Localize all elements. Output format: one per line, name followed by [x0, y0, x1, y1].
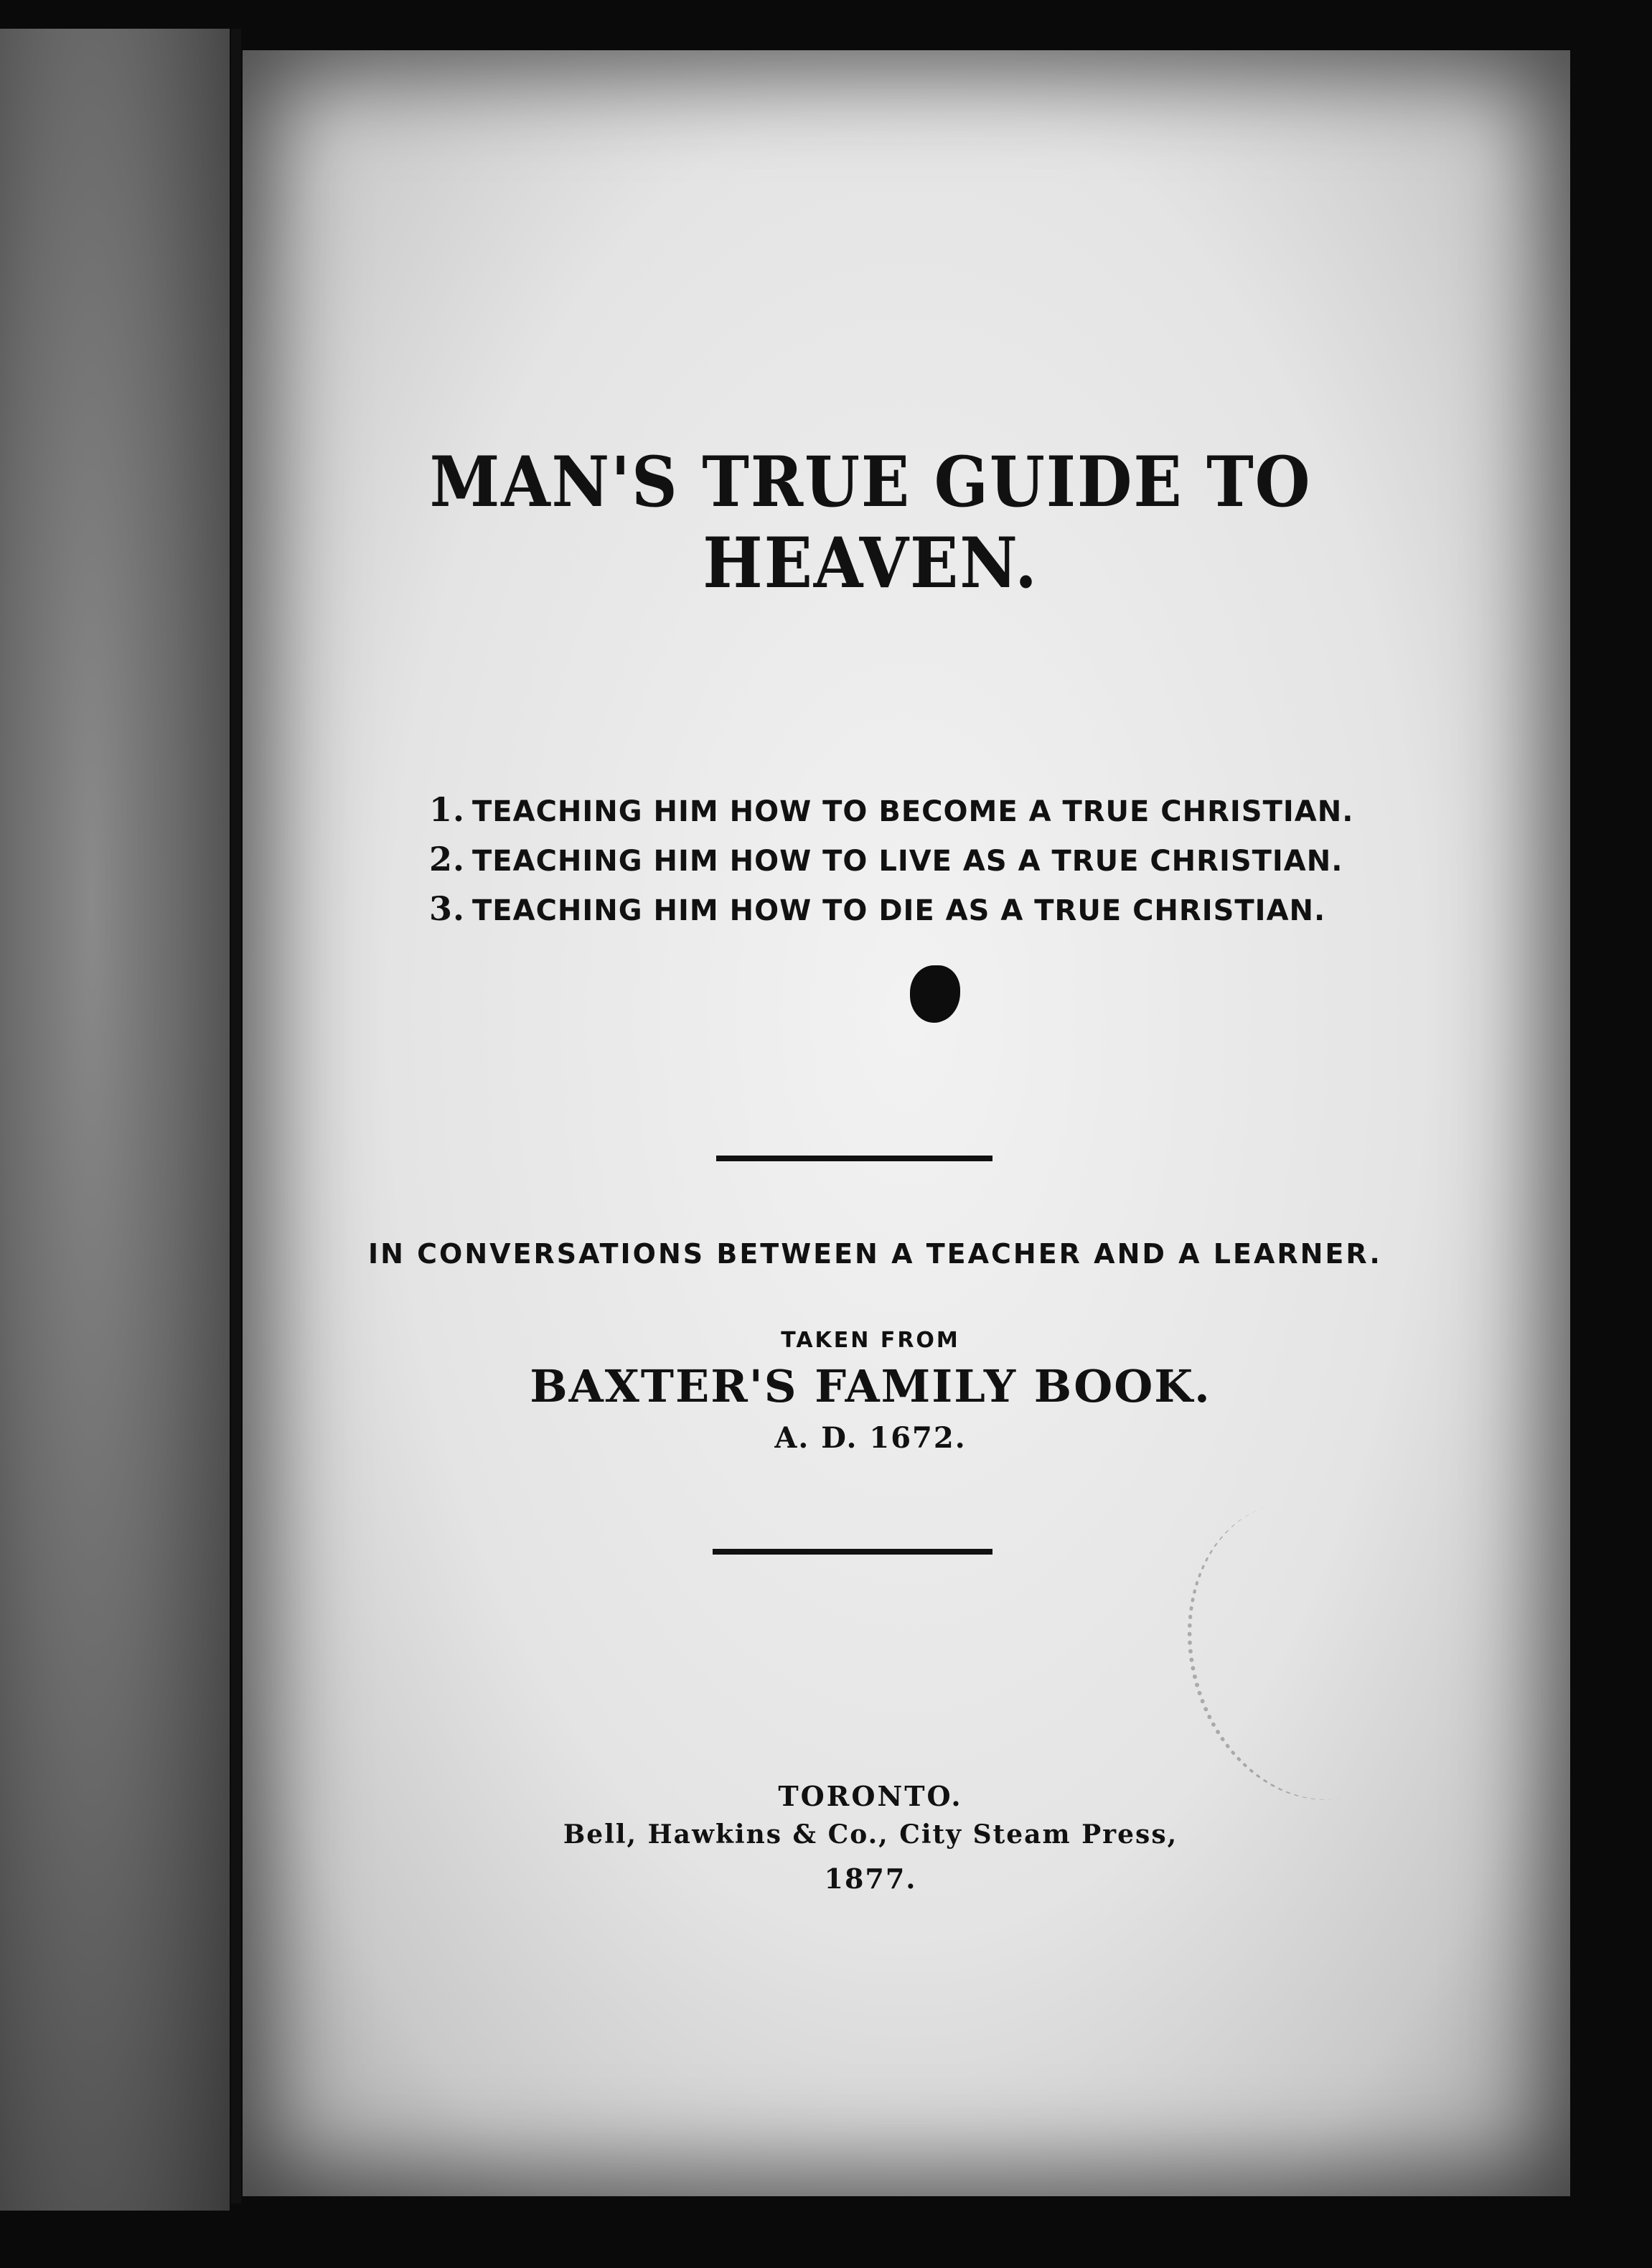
- part-item: [429, 885, 1434, 934]
- part-number: 2.: [429, 840, 466, 878]
- part-text: TEACHING HIM HOW TO LIVE AS A TRUE CHRISTIAN.: [472, 845, 1343, 878]
- source-book-title: BAXTER'S FAMILY BOOK.: [530, 1360, 1211, 1412]
- part-text: TEACHING HIM HOW TO DIE AS A TRUE CHRISTIAN.: [472, 894, 1326, 927]
- imprint-year: 1877.: [824, 1862, 917, 1895]
- book-main-title: MAN'S TRUE GUIDE TO HEAVEN.: [429, 441, 1312, 604]
- imprint-city: TORONTO.: [778, 1780, 963, 1812]
- gutter-line: [231, 29, 241, 2203]
- divider-rule: [713, 1549, 992, 1555]
- taken-from-label: TAKEN FROM: [781, 1328, 960, 1353]
- ink-blot: [910, 965, 960, 1023]
- source-date: A. D. 1672.: [774, 1421, 967, 1455]
- divider-rule: [716, 1156, 992, 1161]
- part-text: TEACHING HIM HOW TO BECOME A TRUE CHRISTIAN.: [472, 795, 1354, 828]
- part-number: 1.: [429, 790, 466, 829]
- part-item: [429, 835, 1434, 885]
- facing-page-edge: [0, 29, 230, 2211]
- conversations-line: IN CONVERSATIONS BETWEEN A TEACHER AND A LEARNER.: [368, 1238, 1382, 1270]
- imprint-publisher: Bell, Hawkins & Co., City Steam Press,: [563, 1819, 1178, 1850]
- faded-library-stamp: [1155, 1474, 1465, 1828]
- parts-list: [429, 786, 1434, 934]
- title-page-content: [243, 50, 1570, 2196]
- part-number: 3.: [429, 889, 466, 928]
- part-item: [429, 786, 1434, 835]
